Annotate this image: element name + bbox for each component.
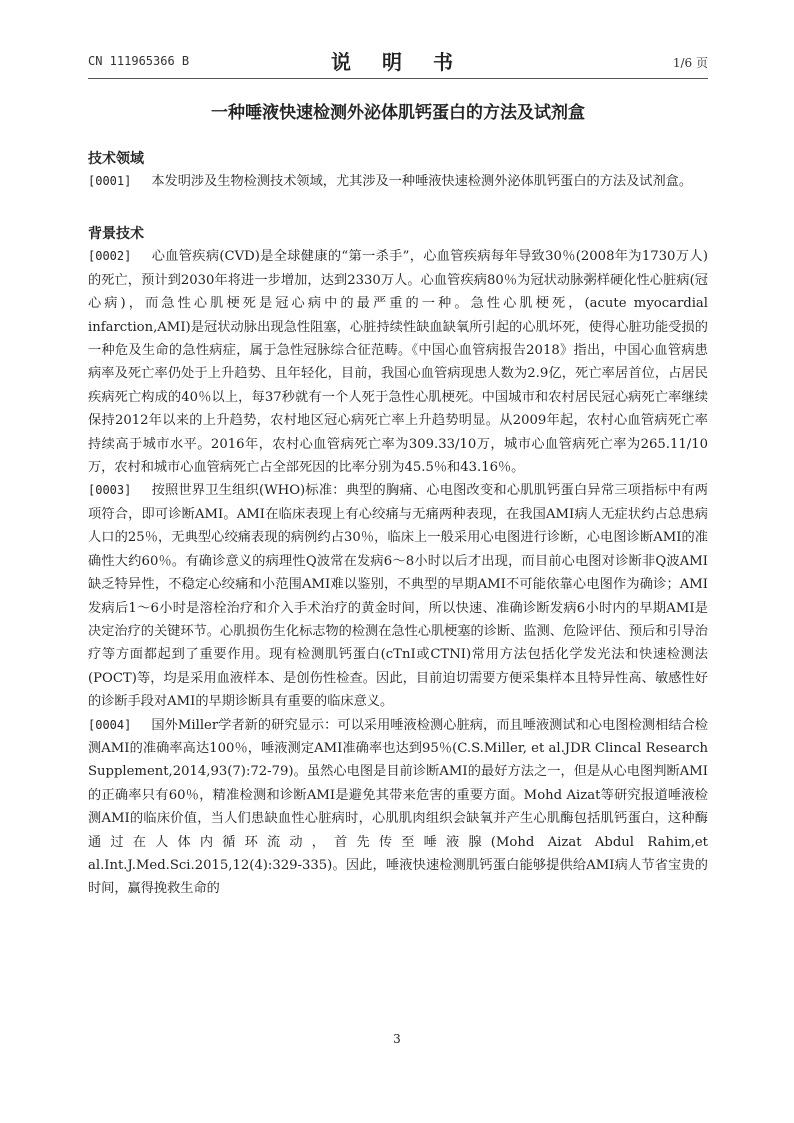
patent-number: CN 111965366 B <box>88 54 190 68</box>
paragraph-number: [0001] <box>88 174 132 188</box>
paragraph-text: 国外Miller学者新的研究显示：可以采用唾液检测心脏病，而且唾液测试和心电图检测相结合检测AMI的准确率高达100％，唾液测定AMI准确率也达到95％(C.S.Miller, et al.JDR Clincal Research Supplement,2014,93(7):72-79)。虽然心电图是目前诊断AMI的最好方法之一，但是从心电图判断AMI的正确率只有60％，精准检测和诊断AMI是避免其带来危害的重要方面。Mohd Aizat等研究报道唾液检测AMI的临床价值，当人们患缺血性心脏病时，心肌肌肉组织会缺氧并产生心肌酶包括肌钙蛋白，这种酶通过在人体内循环流动，首先传至唾液腺(Mohd Aizat Abdul Rahim,et al.Int.J.Med.Sci.2015,12(4):329-335)。因此，唾液快速检测肌钙蛋白能够提供给AMI病人节省宝贵的时间，赢得挽救生命的 <box>88 717 708 897</box>
document-title: 一种唾液快速检测外泌体肌钙蛋白的方法及试剂盒 <box>211 103 585 123</box>
section-heading: 背景技术 <box>88 226 144 243</box>
document-body <box>88 148 708 901</box>
document-type: 说 明 书 <box>331 50 465 74</box>
paragraph-0002 <box>88 245 708 479</box>
paragraph-text: 心血管疾病(CVD)是全球健康的“第一杀手”，心血管疾病每年导致30％(2008年为1730万人)的死亡，预计到2030年将进一步增加，达到2330万人。心血管疾病80％为冠状动脉粥样硬化性心脏病(冠心病)，而急性心肌梗死是冠心病中的最严重的一种。急性心肌梗死，(acute myocardial infarction,AMI)是冠状动脉出现急性阻塞，心脏持续性缺血缺氧所引起的心肌坏死，使得心脏功能受损的一种危及生命的急性病症，属于急性冠脉综合征范畴。《中国心血管病报告2018》指出，中国心血管病患病率及死亡率仍处于上升趋势、且年轻化，目前，我国心血管病现患人数为2.9亿，死亡率居首位，占居民疾病死亡构成的40％以上，每37秒就有一个人死于急性心肌梗死。中国城市和农村居民冠心病死亡率继续保持2012年以来的上升趋势，农村地区冠心病死亡率上升趋势明显。从2009年起，农村心血管病死亡率持续高于城市水平。2016年，农村心血管病死亡率为309.33/10万，城市心血管病死亡率为265.11/10万，农村和城市心血管病死亡占全部死因的比率分别为45.5％和43.16％。 <box>88 249 708 476</box>
page-indicator: 1/6 页 <box>672 56 708 70</box>
page-header <box>88 44 708 79</box>
paragraph-number: [0002] <box>88 249 132 264</box>
paragraph-number: [0003] <box>88 483 132 498</box>
paragraph-text: 本发明涉及生物检测技术领域，尤其涉及一种唾液快速检测外泌体肌钙蛋白的方法及试剂盒。 <box>151 174 693 189</box>
paragraph-0004 <box>88 714 708 901</box>
paragraph-text: 按照世界卫生组织(WHO)标准：典型的胸痛、心电图改变和心肌肌钙蛋白异常三项指标中有两项符合，即可诊断AMI。AMI在临床表现上有心绞痛与无痛两种表现，在我国AMI病人无症状约占总患病人口的25％，无典型心绞痛表现的病例约占30％，临床上一般采用心电图进行诊断，心电图诊断AMI的准确性大约60％。有确诊意义的病理性Q波常在发病6～8小时以后才出现，而目前心电图对诊断非Q波AMI缺乏特异性，不稳定心绞痛和小范围AMI难以鉴别，不典型的早期AMI不可能依靠心电图作为确诊；AMI发病后1～6小时是溶栓治疗和介入手术治疗的黄金时间，所以快速、准确诊断发病6小时内的早期AMI是决定治疗的关键环节。心肌损伤生化标志物的检测在急性心肌梗塞的诊断、监测、危险评估、预后和引导治疗等方面都起到了重要作用。现有检测肌钙蛋白(cTnI或CTNI)常用方法包括化学发光法和快速检测法(POCT)等，均是采用血液样本、是创伤性检查。因此，目前迫切需要方便采集样本且特异性高、敏感性好的诊断手段对AMI的早期诊断具有重要的临床意义。 <box>88 483 708 710</box>
paragraph-0003 <box>88 479 708 713</box>
paragraph-number: [0004] <box>88 717 132 732</box>
paragraph-0001 <box>88 170 708 193</box>
section-heading: 技术领域 <box>88 151 144 167</box>
page-number: 3 <box>393 1032 401 1046</box>
